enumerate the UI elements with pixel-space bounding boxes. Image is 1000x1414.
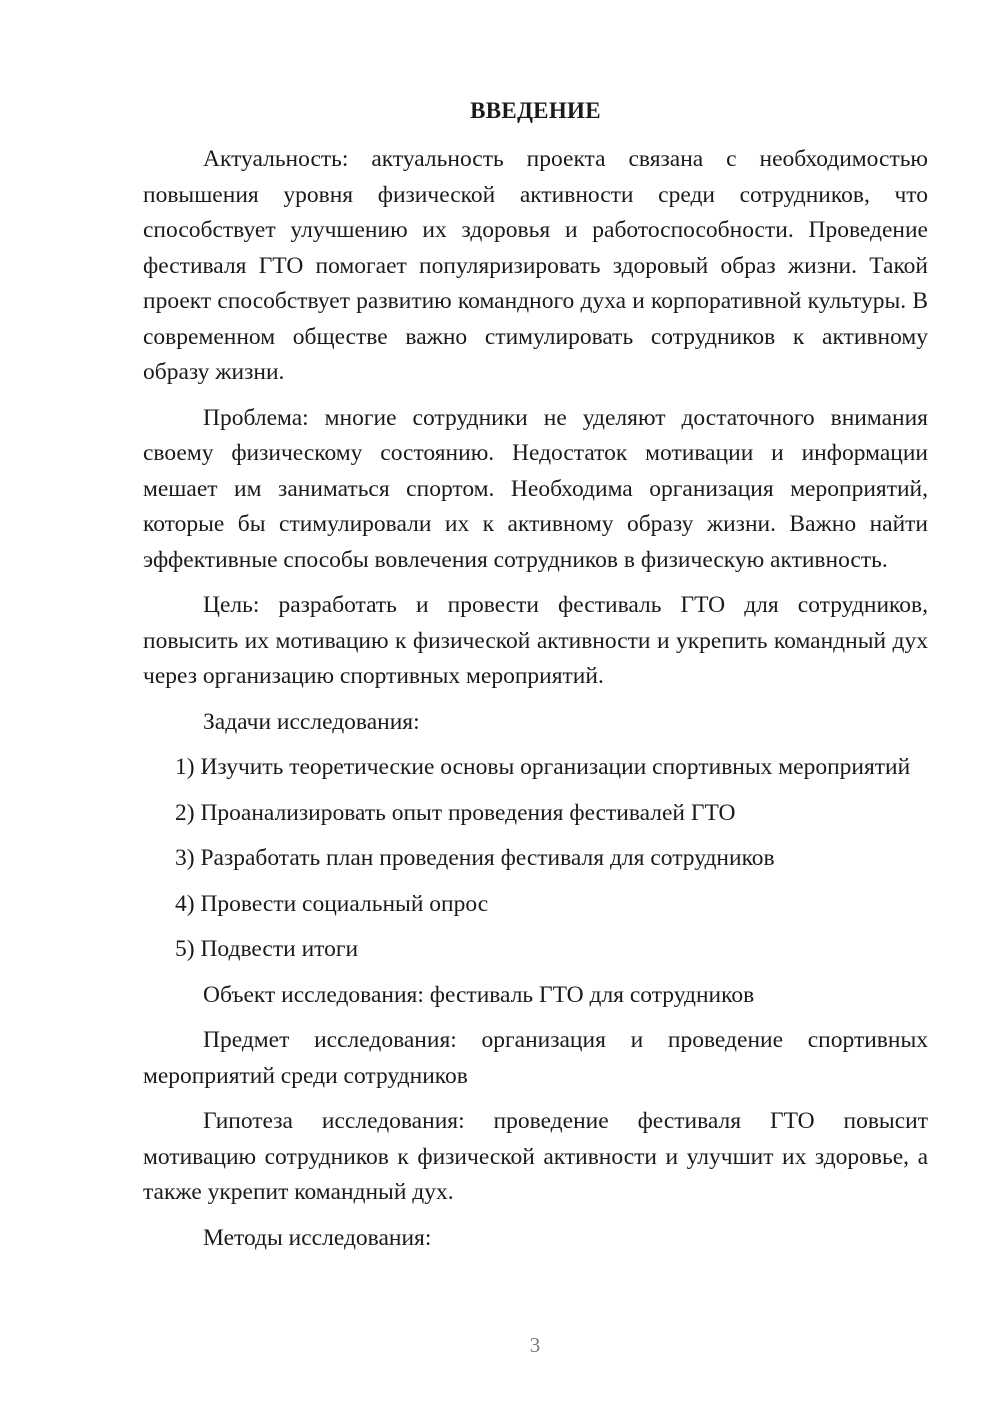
task-item-3: 3) Разработать план проведения фестиваля для сотрудников — [175, 845, 775, 871]
goal-paragraph: Цель: разработать и провести фестиваль ГТО для сотрудников, повысить их мотивацию к физической активности и укрепить командный дух через организацию спортивных мероприятий. — [143, 592, 928, 689]
task-item-2: 2) Проанализировать опыт проведения фестивалей ГТО — [175, 799, 736, 826]
hypothesis-paragraph: Гипотеза исследования: проведение фестиваля ГТО повысит мотивацию сотрудников к физической активности и улучшит их здоровье, а также укрепит командный дух. — [143, 1108, 928, 1205]
task-item-4: 4) Провести социальный опрос — [175, 890, 489, 917]
subject-paragraph: Предмет исследования: организация и проведение спортивных мероприятий среди сотрудников — [143, 1027, 928, 1089]
methods-heading: Методы исследования: — [203, 1224, 432, 1251]
task-item-5: 5) Подвести итоги — [175, 936, 359, 962]
object-paragraph: Объект исследования: фестиваль ГТО для сотрудников — [203, 981, 755, 1008]
section-title: ВВЕДЕНИЕ — [470, 98, 601, 123]
page-number: 3 — [529, 1333, 541, 1357]
problem-paragraph: Проблема: многие сотрудники не уделяют достаточного внимания своему физическому состоянию. Недостаток мотивации и информации мешает им заниматься спортом. Необходима организация мероприятий, которые бы стимулировали их к активному образу жизни. Важно найти эффективные способы вовлечения сотрудников в физическую активность. — [143, 404, 928, 573]
relevance-paragraph: Актуальность: актуальность проекта связана с необходимостью повышения уровня физической активности среди сотрудников, что способствует улучшению их здоровья и работоспособности. Проведение фестиваля ГТО помогает популяризировать здоровый образ жизни. Такой проект способствует развитию командного духа и корпоративной культуры. В современном обществе важно стимулировать сотрудников к активному образу жизни. — [143, 146, 928, 385]
document-page — [143, 94, 928, 1256]
task-item-1: 1) Изучить теоретические основы организации спортивных мероприятий — [175, 754, 911, 780]
tasks-heading: Задачи исследования: — [203, 708, 420, 735]
